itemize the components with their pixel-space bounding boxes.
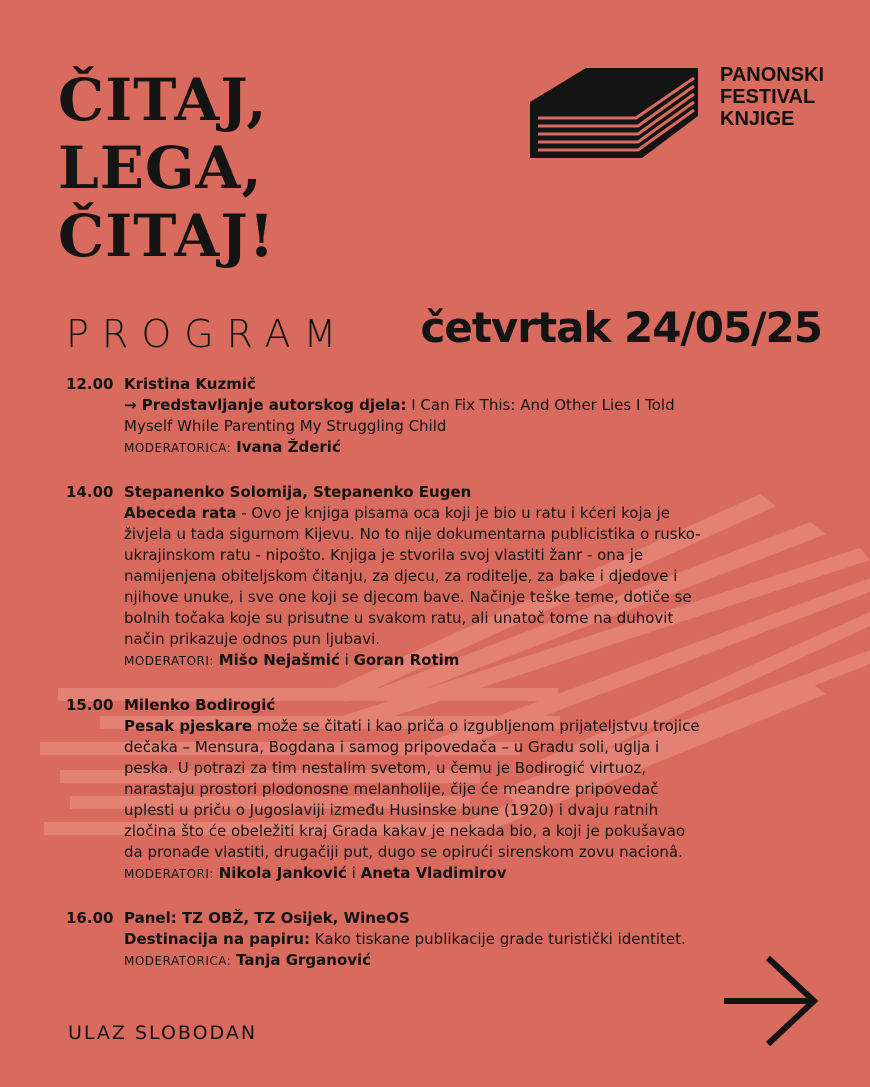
moderator-label: MODERATORI: [124, 867, 214, 881]
moderator-join: i [339, 651, 354, 669]
event-body [124, 374, 706, 459]
event-body [124, 908, 706, 972]
event-text: - Ovo je knjiga pisama oca koji je bio u ratu i kćeri koja je živjela u tada sigurnom Kijevu. No to nije dokumentarna publicistika o rusko-ukrajinskom ratu - nipošto. Knjiga je stvorila svoj vlastiti žanr - ona je namijenjena obiteljskom čitanju, za djecu, za roditelje, za bake i djedove i njihove unuke, i sve one koji se djecom bave. Načinje teške teme, dotiče se bolnih točaka koje su prisutne u svakom ratu, ali unatoč tome na duhovit način prikazuje odnos pun ljubavi. [124, 504, 701, 648]
schedule-event [66, 482, 706, 672]
event-text: I Can Fix This: And Other Lies I Told Myself While Parenting My Struggling Child [124, 396, 675, 435]
event-lead: → Predstavljanje autorskog djela: [124, 396, 407, 414]
moderator-join: i [346, 864, 361, 882]
logo-line-3: KNJIGE [720, 108, 795, 130]
schedule-event [66, 695, 706, 885]
event-lead: Destinacija na papiru: [124, 930, 311, 948]
schedule-event [66, 908, 706, 972]
date-heading: četvrtak 24/05/25 [420, 303, 822, 352]
event-text: Kako tiskane publikacije grade turistički identitet. [310, 930, 686, 948]
program-label: PROGRAM [66, 312, 350, 356]
schedule [66, 374, 706, 995]
moderator-name: Aneta Vladimirov [360, 864, 507, 882]
event-speakers: Milenko Bodirogić [124, 696, 276, 714]
moderator-label: MODERATORI: [124, 654, 214, 668]
event-time: 16.00 [66, 909, 114, 927]
moderator-label: MODERATORICA: [124, 954, 232, 968]
event-moderators [124, 950, 706, 972]
event-moderators [124, 650, 706, 672]
event-speakers: Stepanenko Solomija, Stepanenko Eugen [124, 483, 472, 501]
event-time: 12.00 [66, 375, 114, 393]
event-time: 15.00 [66, 696, 114, 714]
moderator-label: MODERATORICA: [124, 441, 232, 455]
event-time: 14.00 [66, 483, 114, 501]
headline-line-1: ČITAJ, [58, 66, 268, 134]
event-description [124, 395, 706, 437]
event-moderators [124, 863, 706, 885]
headline-line-2: LEGA, [58, 134, 263, 202]
moderator-name: Goran Rotim [353, 651, 460, 669]
event-lead: Pesak pjeskare [124, 717, 253, 735]
logo-line-1: PANONSKI [720, 64, 825, 86]
event-speakers: Kristina Kuzmič [124, 375, 256, 393]
arrow-right-icon [722, 954, 822, 1048]
headline [58, 66, 275, 270]
event-lead: Abeceda rata [124, 504, 237, 522]
event-moderators [124, 437, 706, 459]
headline-line-3: ČITAJ! [58, 202, 276, 270]
festival-logo-text [720, 64, 824, 130]
book-stack-icon [526, 64, 702, 160]
logo-line-2: FESTIVAL [720, 86, 816, 108]
event-description [124, 716, 706, 863]
event-description [124, 929, 706, 950]
event-text: može se čitati i kao priča o izgubljenom prijateljstvu trojice dečaka – Mensura, Bogdana i samog pripovedača – u Gradu soli, uglja i peska. U potrazi za tim nestalim svetom, u čemu je Bodirogić virtuoz, narastaju prostori plodonosne melanholije, čije će meandre pripovedač uplesti u priču o Jugoslaviji između Husinske bune (1920) i dvaju ratnih zločina što će obeležiti kraj Grada kakav je nekada bio, a koji je pokušavao da pronađe vlastiti, drugačiji put, dugo se opirući sirenskom zovu nacionâ. [124, 717, 700, 861]
event-body [124, 482, 706, 672]
event-body [124, 695, 706, 885]
moderator-name: Nikola Janković [218, 864, 347, 882]
moderator-name: Ivana Žderić [236, 438, 341, 456]
event-speakers: Panel: TZ OBŽ, TZ Osijek, WineOS [124, 909, 410, 927]
moderator-name: Mišo Nejašmić [218, 651, 340, 669]
moderator-name: Tanja Grganović [236, 951, 372, 969]
free-entry-note: ULAZ SLOBODAN [68, 1022, 258, 1044]
schedule-event [66, 374, 706, 459]
event-description [124, 503, 706, 650]
